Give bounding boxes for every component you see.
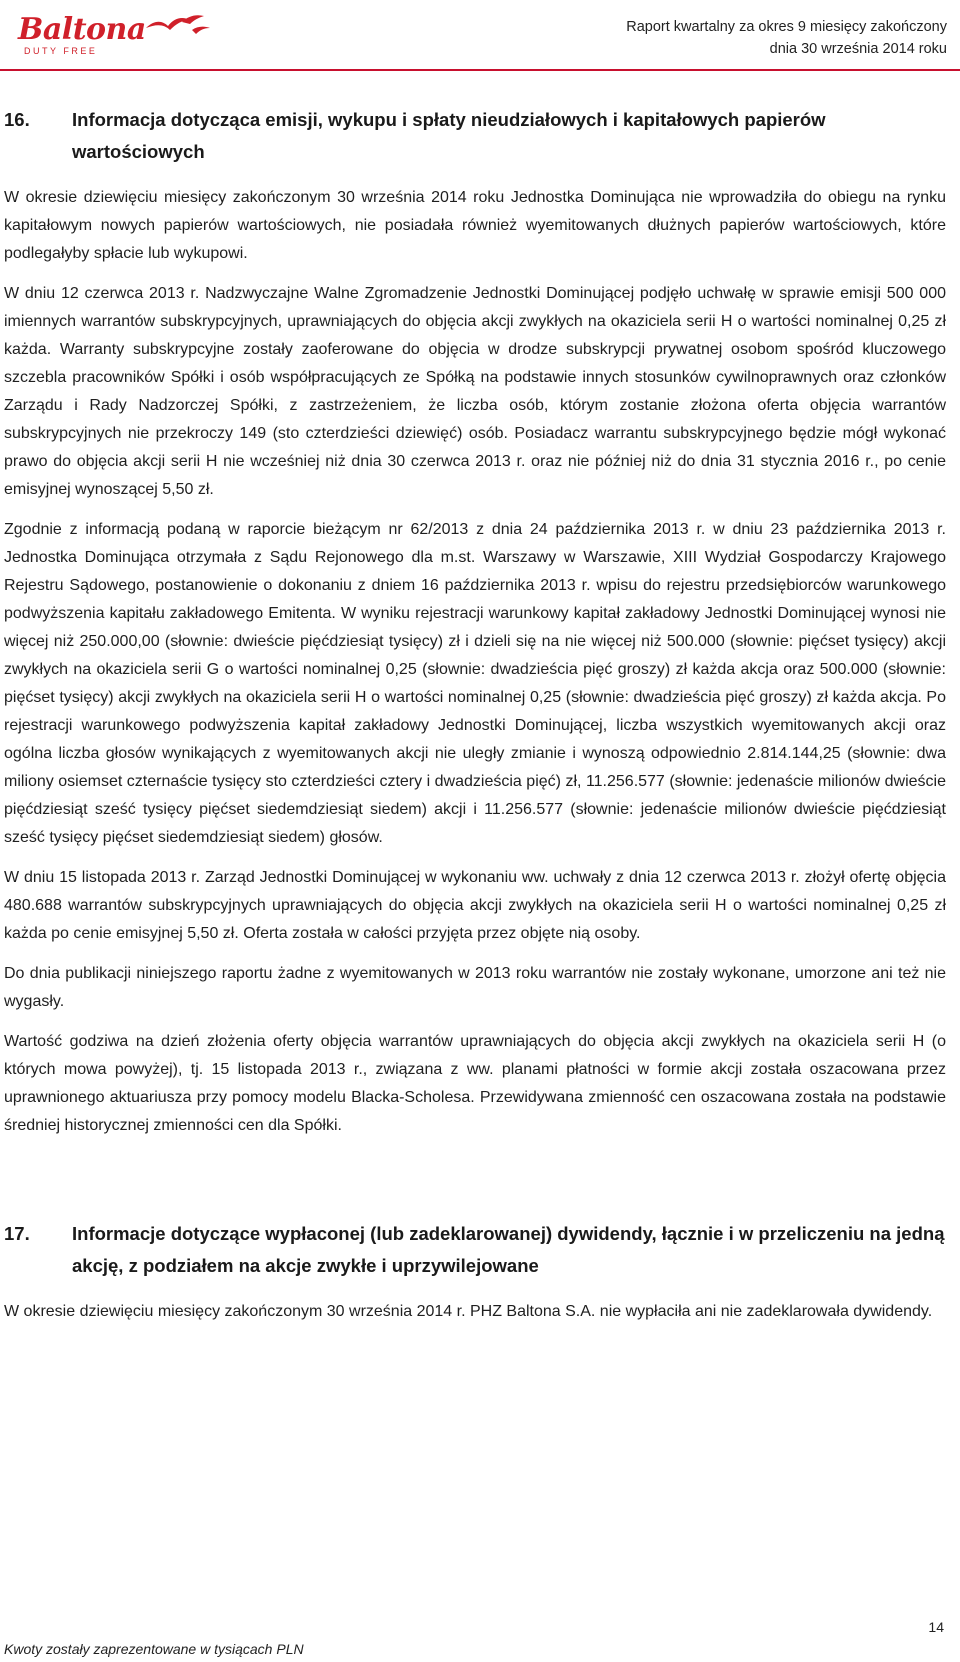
section-spacer: [4, 1152, 946, 1218]
header-divider: [0, 69, 960, 71]
section-16-heading: [4, 104, 946, 168]
section-16-paragraph-1: W okresie dziewięciu miesięcy zakończonym 30 września 2014 roku Jednostka Dominująca nie wprowadziła do obiegu na rynku kapitałowym nowych papierów wartościowych, nie posiadała również wyemitowanych dłużnych papierów wartościowych, które podlegałyby spłacie lub wykupowi.: [4, 189, 946, 262]
report-title: [626, 16, 947, 60]
birds-icon: [136, 12, 216, 38]
section-16-paragraph-2: W dniu 12 czerwca 2013 r. Nadzwyczajne Walne Zgromadzenie Jednostki Dominującej podjęło uchwałę w sprawie emisji 500 000 imiennych warrantów subskrypcyjnych, uprawniających do objęcia akcji zwykłych na okaziciela serii H o wartości nominalnej 0,25 zł każda. Warranty subskrypcyjne zostały zaoferowane do objęcia w drodze subskrypcji prywatnej osobom spośród kluczowego szczebla pracowników Spółki i osób współpracujących ze Spółką na podstawie innych stosunków cywilnoprawnych oraz członków Zarządu i Rady Nadzorczej Spółki, z zastrzeżeniem, że liczba osób, którym zostanie złożona oferta objęcia warrantów subskrypcyjnych nie przekroczy 149 (sto czterdzieści dziewięć) osób. Posiadacz warrantu subskrypcyjnego będzie mógł wykonać prawo do objęcia akcji serii H nie wcześniej niż dnia 30 czerwca 2013 r. oraz nie później niż do dnia 31 stycznia 2016 r., po cenie emisyjnej wynoszącej 5,50 zł.: [4, 285, 946, 498]
page-number: 14: [928, 1619, 944, 1635]
report-title-line2: dnia 30 września 2014 roku: [769, 41, 947, 57]
section-16-paragraph-5: Do dnia publikacji niniejszego raportu żadne z wyemitowanych w 2013 roku warrantów nie zostały wykonane, umorzone ani też nie wygasły.: [4, 965, 946, 1010]
section-16-title: Informacja dotycząca emisji, wykupu i spłaty nieudziałowych i kapitałowych papierów wartościowych: [72, 109, 826, 162]
document-body: [4, 104, 946, 1338]
page-header: [0, 0, 960, 70]
section-17-number: 17.: [4, 1223, 30, 1244]
footer-note: Kwoty zostały zaprezentowane w tysiącach PLN: [4, 1641, 304, 1657]
section-17-paragraph-1: W okresie dziewięciu miesięcy zakończonym 30 września 2014 r. PHZ Baltona S.A. nie wypłaciła ani nie zadeklarowała dywidendy.: [4, 1303, 933, 1320]
section-17-heading: [4, 1218, 946, 1282]
logo-text: Baltona: [18, 12, 146, 47]
section-17-title: Informacje dotyczące wypłaconej (lub zadeklarowanej) dywidendy, łącznie i w przeliczeniu na jedną akcję, z podziałem na akcje zwykłe i uprzywilejowane: [72, 1223, 945, 1276]
logo-subtitle: DUTY FREE: [24, 46, 98, 56]
section-16-paragraph-3: Zgodnie z informacją podaną w raporcie bieżącym nr 62/2013 z dnia 24 października 2013 r. w dniu 23 października 2013 r. Jednostka Dominująca otrzymała z Sądu Rejonowego dla m.st. Warszawy w Warszawie, XIII Wydział Gospodarczy Krajowego Rejestru Sądowego, postanowienie o dokonaniu z dniem 16 października 2013 r. wpisu do rejestru przedsiębiorców warunkowego podwyższenia kapitału zakładowego Emitenta. W wyniku rejestracji warunkowy kapitał zakładowy Jednostki Dominującej wynosi nie więcej niż 250.000,00 (słownie: dwieście pięćdziesiąt tysięcy) zł i dzieli się na nie więcej niż 500.000 (słownie: pięćset tysięcy) akcji zwykłych na okaziciela serii G o wartości nominalnej 0,25 (słownie: dwadzieścia pięć groszy) zł każda akcja oraz 500.000 (słownie: pięćset tysięcy) akcji zwykłych na okaziciela serii H o wartości nominalnej 0,25 (słownie: dwadzieścia pięć groszy) zł każda akcja. Po rejestracji warunkowego podwyższenia kapitał zakładowy Jednostki Dominującej, liczba wszystkich wyemitowanych akcji oraz ogólna liczba głosów wynikających z wyemitowanych akcji nie uległy zmianie i wynoszą odpowiednio 2.814.144,25 (słownie: dwa miliony osiemset czternaście tysięcy sto czterdzieści cztery i dwadzieścia pięć) zł, 11.256.577 (słownie: jedenaście milionów dwieście pięćdziesiąt sześć tysięcy pięćset siedemdziesiąt siedem) akcji i 11.256.577 (słownie: jedenaście milionów dwieście pięćdziesiąt sześć tysięcy pięćset siedemdziesiąt siedem) głosów.: [4, 521, 946, 846]
section-16-paragraph-6: Wartość godziwa na dzień złożenia oferty objęcia warrantów uprawniających do objęcia akcji zwykłych na okaziciela serii H (o których mowa powyżej), tj. 15 listopada 2013 r., związana z ww. planami płatności w formie akcji została oszacowana przez uprawnionego aktuariusza przy pomocy modelu Blacka-Scholesa. Przewidywana zmienność cen oszacowana została na podstawie średniej historycznej zmienności cen dla Spółki.: [4, 1033, 946, 1134]
section-16-paragraph-4: W dniu 15 listopada 2013 r. Zarząd Jednostki Dominującej w wykonaniu ww. uchwały z dnia 12 czerwca 2013 r. złożył ofertę objęcia 480.688 warrantów subskrypcyjnych uprawniających do objęcia akcji zwykłych na okaziciela serii H o wartości nominalnej 0,25 zł każda po cenie emisyjnej 5,50 zł. Oferta została w całości przyjęta przez objęte nią osoby.: [4, 869, 946, 942]
baltona-logo: [18, 12, 198, 58]
report-title-line1: Raport kwartalny za okres 9 miesięcy zakończony: [626, 19, 947, 35]
section-16-number: 16.: [4, 109, 30, 130]
